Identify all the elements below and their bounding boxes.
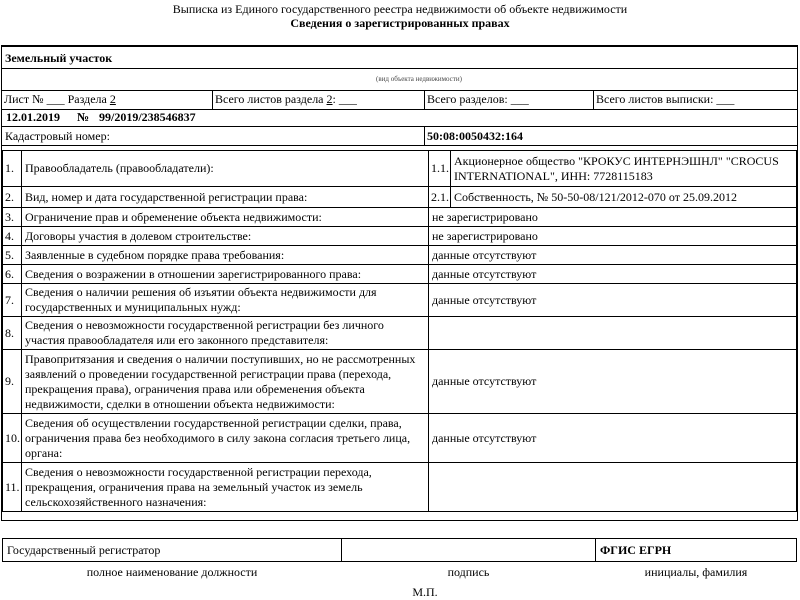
extract-title: Выписка из Единого государственного реестра недвижимости об объекте недвижимости bbox=[172, 2, 628, 16]
row-number: 9. bbox=[3, 350, 22, 414]
row-number: 6. bbox=[3, 265, 22, 284]
row-label: Сведения о возражении в отношении зарегистрированного права: bbox=[22, 265, 429, 284]
row-label: Правопритязания и сведения о наличии поступивших, но не рассмотренных заявлений о проведении государственной регистрации права (перехода, прекращения права), ограничения права или обременения объекта недвижимости, сделки в отношении объекта недвижимости: bbox=[22, 350, 429, 414]
total-section-sheets-suffix: : ___ bbox=[332, 92, 357, 106]
total-sections-label: Всего разделов: bbox=[427, 92, 508, 106]
row-number: 3. bbox=[3, 208, 22, 227]
row-number: 1. bbox=[3, 151, 22, 187]
row-label: Сведения о невозможности государственной регистрации перехода, прекращения, ограничения права на земельный участок из земель сельскохозяйственного назначения: bbox=[22, 463, 429, 512]
row-number: 4. bbox=[3, 227, 22, 246]
row-label: Заявленные в судебном порядке права требования: bbox=[22, 246, 429, 265]
divider bbox=[424, 90, 425, 109]
row-label: Вид, номер и дата государственной регистрации права: bbox=[22, 187, 429, 208]
total-section-sheets-value: 2 bbox=[326, 92, 333, 106]
section-value: 2 bbox=[109, 92, 116, 106]
caption-position: полное наименование должности bbox=[86, 564, 258, 579]
row-value bbox=[429, 317, 797, 350]
row-value: данные отсутствуют bbox=[429, 246, 797, 265]
object-type: Земельный участок bbox=[5, 51, 113, 65]
total-extract-sheets-value: ___ bbox=[716, 92, 735, 106]
sheet-no-label: Лист № bbox=[4, 92, 44, 106]
rights-row bbox=[3, 265, 797, 284]
sheet-no-value: ___ bbox=[46, 92, 65, 106]
row-label: Договоры участия в долевом строительстве: bbox=[22, 227, 429, 246]
rights-row bbox=[3, 463, 797, 512]
row-value: данные отсутствуют bbox=[429, 350, 797, 414]
row-value: не зарегистрировано bbox=[429, 208, 797, 227]
rule bbox=[2, 145, 797, 146]
divider bbox=[593, 90, 594, 109]
row-value bbox=[429, 463, 797, 512]
row-subnumber: 2.1. bbox=[429, 187, 451, 208]
row-number: 5. bbox=[3, 246, 22, 265]
extract-number-sign: № bbox=[77, 110, 90, 124]
row-value: данные отсутствуют bbox=[429, 414, 797, 463]
extract-number: 99/2019/238546837 bbox=[99, 110, 196, 124]
cadastral-label: Кадастровый номер: bbox=[5, 129, 110, 143]
signature-block bbox=[2, 538, 797, 582]
row-number: 11. bbox=[3, 463, 22, 512]
rights-row bbox=[3, 187, 797, 208]
rights-table bbox=[2, 150, 797, 512]
rights-row bbox=[3, 350, 797, 414]
rule bbox=[2, 46, 797, 47]
total-extract-sheets bbox=[596, 92, 734, 106]
rights-row bbox=[3, 317, 797, 350]
rule bbox=[2, 126, 797, 127]
rights-row bbox=[3, 227, 797, 246]
rights-row bbox=[3, 208, 797, 227]
divider bbox=[212, 90, 213, 109]
extract-subtitle: Сведения о зарегистрированных правах bbox=[290, 16, 510, 30]
signature-caption-row bbox=[3, 562, 797, 583]
row-label: Правообладатель (правообладатели): bbox=[22, 151, 429, 187]
row-value: Акционерное общество "КРОКУС ИНТЕРНЭШНЛ" "CROCUS INTERNATIONAL", ИНН: 7728115183 bbox=[451, 151, 797, 187]
row-subnumber: 1.1. bbox=[429, 151, 451, 187]
row-number: 8. bbox=[3, 317, 22, 350]
total-section-sheets bbox=[215, 92, 357, 106]
cadastral-number: 50:08:0050432:164 bbox=[427, 129, 523, 143]
total-extract-sheets-label: Всего листов выписки: bbox=[596, 92, 714, 106]
registrar-org: ФГИС ЕГРН bbox=[596, 539, 797, 562]
rights-row bbox=[3, 151, 797, 187]
row-label: Сведения об осуществлении государственной регистрации сделки, права, ограничения права без необходимого в силу закона согласия третьего лица, органа: bbox=[22, 414, 429, 463]
extract-date: 12.01.2019 bbox=[6, 110, 60, 124]
row-label: Сведения о невозможности государственной регистрации без личного участия правообладателя или его законного представителя: bbox=[22, 317, 429, 350]
signature-row bbox=[3, 539, 797, 562]
row-number: 2. bbox=[3, 187, 22, 208]
rights-table-body bbox=[3, 151, 797, 512]
registrar-role: Государственный регистратор bbox=[3, 539, 342, 562]
row-value: Собственность, № 50-50-08/121/2012-070 от 25.09.2012 bbox=[451, 187, 797, 208]
row-value: данные отсутствуют bbox=[429, 284, 797, 317]
total-sections bbox=[427, 92, 529, 106]
caption-sign: подпись bbox=[447, 564, 490, 579]
stamp-place: М.П. bbox=[412, 585, 438, 599]
section-label: Раздела bbox=[67, 92, 107, 106]
row-number: 10. bbox=[3, 414, 22, 463]
caption-name: инициалы, фамилия bbox=[644, 564, 748, 579]
rights-row bbox=[3, 246, 797, 265]
row-value: данные отсутствуют bbox=[429, 265, 797, 284]
total-section-sheets-label: Всего листов раздела bbox=[215, 92, 324, 106]
rights-row bbox=[3, 284, 797, 317]
object-type-caption: (вид объекта недвижимости) bbox=[376, 75, 462, 83]
sheet-number bbox=[4, 92, 116, 106]
rule bbox=[2, 68, 797, 69]
total-sections-value: ___ bbox=[510, 92, 529, 106]
divider bbox=[424, 126, 425, 145]
row-label: Ограничение прав и обременение объекта недвижимости: bbox=[22, 208, 429, 227]
row-label: Сведения о наличии решения об изъятии объекта недвижимости для государственных и муниципальных нужд: bbox=[22, 284, 429, 317]
rule bbox=[2, 90, 797, 91]
signature-field bbox=[342, 539, 596, 562]
rights-row bbox=[3, 414, 797, 463]
row-value: не зарегистрировано bbox=[429, 227, 797, 246]
row-number: 7. bbox=[3, 284, 22, 317]
